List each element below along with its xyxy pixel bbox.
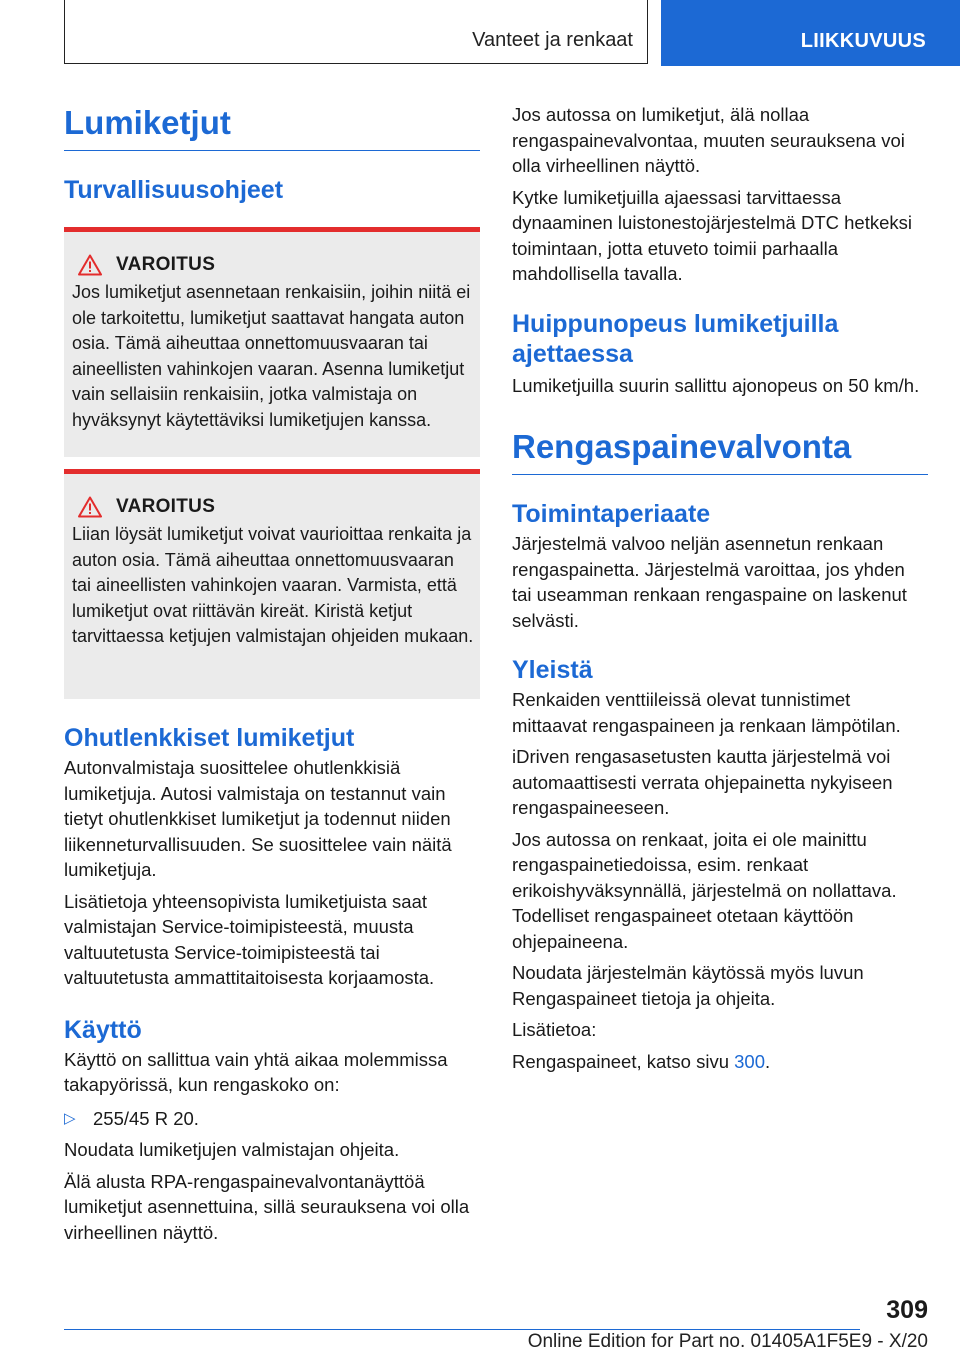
page-title: Lumiketjut	[64, 104, 480, 151]
principle-paragraph: Järjestelmä valvoo neljän asennetun renkaan rengaspainetta. Järjestelmä varoittaa, jos yhden tai useamman renkaan rengaspaine on laskenut selvästi.	[512, 533, 907, 631]
chapter-title: LIIKKUVUUS	[800, 30, 926, 52]
list-item-text: 255/45 R 20.	[93, 1107, 199, 1129]
warning-title: VAROITUS	[116, 496, 216, 517]
bullet-triangle-icon: ▷	[64, 1109, 76, 1127]
warning-box-2	[64, 469, 480, 699]
thin-chains-heading: Ohutlenkkiset lumiketjut	[64, 724, 355, 752]
general-heading: Yleistä	[512, 656, 593, 684]
warning-text: Liian löysät lumiketjut voivat vaurioittaa renkaita ja auton osia. Tämä aiheuttaa onnettomuusvaaran tai aineellisten vahinkojen vaaran. Varmista, että lumiketjut ovat riittävän kireät. Kiristä ketjut tarvittaessa ketjujen valmistajan ohjeiden mukaan.	[72, 524, 474, 646]
reference-text: Rengaspaineet, katso sivu	[512, 1050, 735, 1072]
footer-divider	[64, 1329, 860, 1330]
principle-heading: Toimintaperiaate	[512, 500, 711, 528]
thin-chains-paragraph: Lisätietoja yhteensopivista lumiketjuista saat valmistajan Service-toimipisteestä, muusta valtuutetusta Service-toimipisteestä tai valtuutetusta ammattitaitoisesta korjaamosta.	[64, 890, 435, 988]
usage-paragraph: Käyttö on sallittua vain yhtä aikaa molemmissa takapyörissä, kun rengaskoko on:	[64, 1048, 448, 1095]
warning-title: VAROITUS	[116, 254, 216, 275]
usage-paragraph: Älä alusta RPA-rengaspainevalvontanäyttöä lumiketjut asennettuina, sillä seurauksena voi olla virheellinen näyttö.	[64, 1170, 470, 1243]
right-column	[512, 0, 928, 1074]
general-paragraph: iDriven rengasasetusten kautta järjestelmä voi automaattisesti verrata ohjepainetta nykyiseen rengaspaineeseen.	[512, 746, 893, 818]
speed-paragraph: Lumiketjuilla suurin sallittu ajonopeus on 50 km/h.	[512, 374, 920, 396]
warning-box-1	[64, 227, 480, 457]
general-paragraph: Jos autossa on renkaat, joita ei ole mainittu rengaspainetiedoissa, esim. renkaat erikoishyväksynnällä, järjestelmä on nollattava. Todelliset rengaspaineet otetaan käyttöön ohjepaineena.	[512, 828, 897, 952]
edition-footer: Online Edition for Part no. 01405A1F5E9 - X/20	[527, 1331, 928, 1352]
section-title: Vanteet ja renkaat	[472, 29, 633, 51]
general-paragraph: Renkaiden venttiileissä olevat tunnistimet mittaavat rengaspaineen ja renkaan lämpötilan.	[512, 689, 901, 736]
tpm-title: Rengaspainevalvonta	[512, 428, 928, 475]
info-label: Lisätietoa:	[512, 1019, 597, 1040]
chains-paragraph: Kytke lumiketjuilla ajaessasi tarvittaessa dynaaminen luistonestojärjestelmä DTC hetkeksi toimintaan, jotta etuveto toimii parhaalla mahdollisella tavalla.	[512, 186, 912, 284]
warning-triangle-icon	[78, 496, 102, 518]
usage-heading: Käyttö	[64, 1015, 142, 1044]
general-paragraph: Noudata järjestelmän käytössä myös luvun Rengaspaineet tietoja ja ohjeita.	[512, 962, 864, 1009]
chains-paragraph: Jos autossa on lumiketjut, älä nollaa rengaspainevalvontaa, muuten seurauksena voi olla virheellinen näyttö.	[512, 104, 905, 176]
reference-end: .	[765, 1050, 771, 1072]
page-number: 309	[886, 1296, 928, 1324]
usage-paragraph: Noudata lumiketjujen valmistajan ohjeita.	[64, 1139, 400, 1160]
warning-text: Jos lumiketjut asennetaan renkaisiin, joihin niitä ei ole tarkoitettu, lumiketjut saattavat hangata auton osia. Tämä aiheuttaa onnettomuusvaaran tai aineellisten vahinkojen vaaran. Asenna lumiketjut vain sellaisiin renkaisiin, jotka valmistaja on hyväksynyt käytettäviksi lumiketjujen kanssa.	[72, 282, 471, 430]
thin-chains-paragraph: Autonvalmistaja suosittelee ohutlenkkisiä lumiketjuja. Autosi valmistaja on testannut vain tietyt ohutlenkkiset lumiketjut ja todennut niiden liikenneturvallisuuden. Se suosittelee vain näitä lumiketjuja.	[64, 757, 452, 880]
page-reference-link[interactable]: 300	[734, 1050, 766, 1072]
safety-heading: Turvallisuusohjeet	[64, 176, 284, 204]
speed-heading: Huippunopeus lumiketjuilla ajettaessa	[512, 309, 839, 368]
list-item	[64, 1106, 480, 1132]
warning-triangle-icon	[78, 254, 102, 276]
left-column	[64, 0, 480, 1245]
reference-line	[512, 1049, 928, 1075]
